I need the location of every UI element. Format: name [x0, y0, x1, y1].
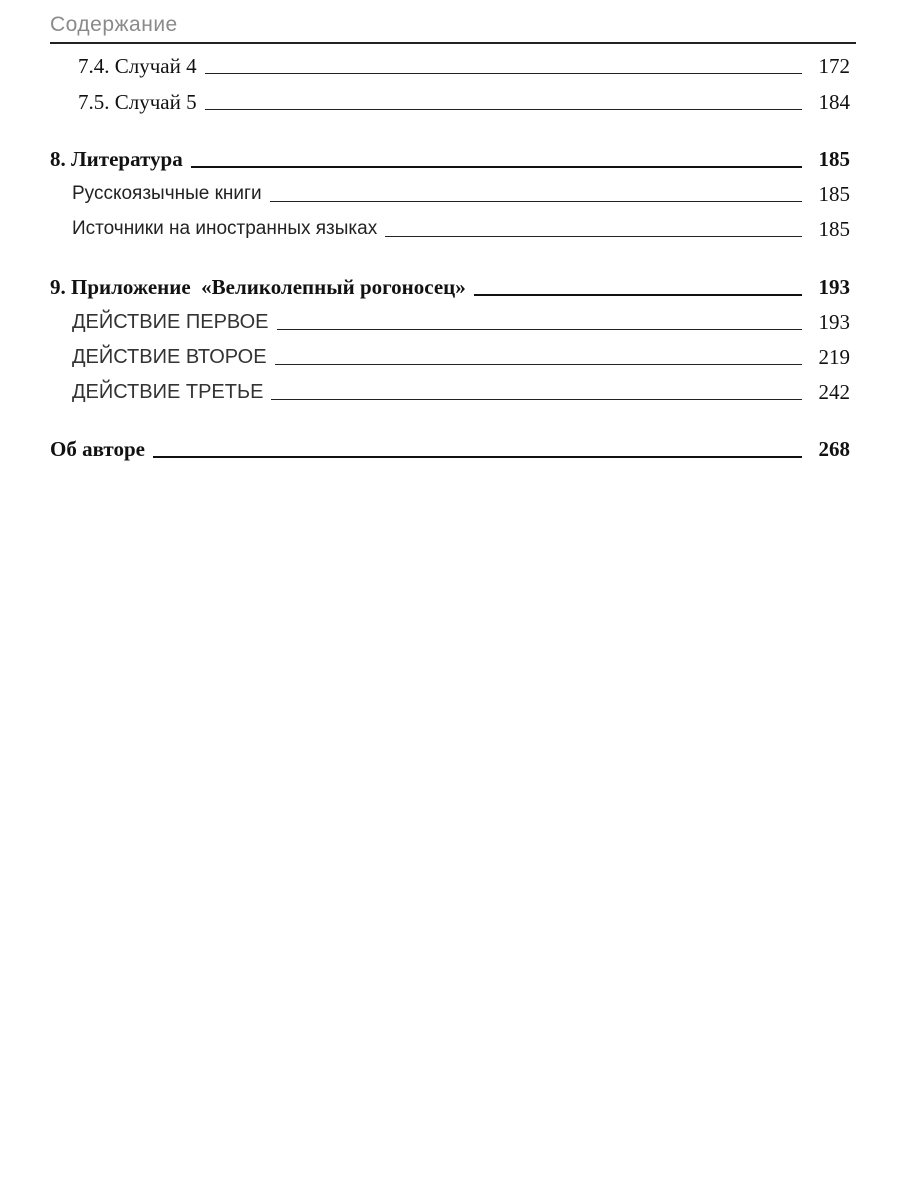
toc-entry-page: 242: [818, 380, 850, 404]
toc-entry-title: Источники на иностранных языках: [72, 218, 378, 239]
toc-entry-title: Об авторе: [50, 437, 145, 461]
toc-leader-line: [385, 235, 802, 237]
toc-entry-title: 7.4. Случай 4: [78, 54, 197, 78]
toc-entry-act-2: [72, 341, 850, 369]
toc-entry-9: [50, 271, 850, 299]
toc-entry-foreign-sources: [72, 213, 850, 241]
toc-entry-act-1: [72, 306, 850, 334]
toc-entry-title: Русскоязычные книги: [72, 183, 262, 204]
toc-entry-title: ДЕЙСТВИЕ ВТОРОЕ: [72, 346, 267, 368]
toc-entry-about-author: [50, 433, 850, 461]
toc-entry-page: 185: [818, 217, 850, 241]
toc-leader-line: [275, 363, 802, 365]
toc-leader-line: [270, 200, 802, 202]
toc-leader-line: [277, 328, 803, 330]
toc-entry-page: 185: [818, 182, 850, 206]
toc-entry-page: 268: [818, 437, 850, 461]
toc-entry-page: 219: [818, 345, 850, 369]
toc-entry-title: ДЕЙСТВИЕ ТРЕТЬЕ: [72, 381, 264, 403]
toc-entry-title: 8. Литература: [50, 147, 183, 171]
toc-entry-page: 193: [818, 310, 850, 334]
toc-entry-title: ДЕЙСТВИЕ ПЕРВОЕ: [72, 311, 269, 333]
toc-leader-line: [474, 293, 802, 296]
toc-entry-page: 184: [818, 90, 850, 114]
toc-leader-line: [271, 398, 802, 400]
toc-leader-line: [205, 72, 802, 74]
toc-entry-act-3: [72, 376, 850, 404]
header-title: Содержание: [50, 13, 178, 36]
toc-entry-title: 9. Приложение «Великолепный рогоносец»: [50, 275, 466, 299]
toc-entry-title: 7.5. Случай 5: [78, 90, 197, 114]
toc-leader-line: [153, 455, 802, 458]
running-header: [50, 10, 856, 44]
toc-entry-8: [50, 143, 850, 171]
toc-entry-7-5: [78, 86, 850, 114]
toc-leader-line: [191, 165, 802, 168]
toc-leader-line: [205, 108, 802, 110]
toc-entry-page: 185: [818, 147, 850, 171]
toc-entry-russian-books: [72, 178, 850, 206]
toc-entry-page: 172: [818, 54, 850, 78]
toc-entry-7-4: [78, 50, 850, 78]
toc-entry-page: 193: [818, 275, 850, 299]
